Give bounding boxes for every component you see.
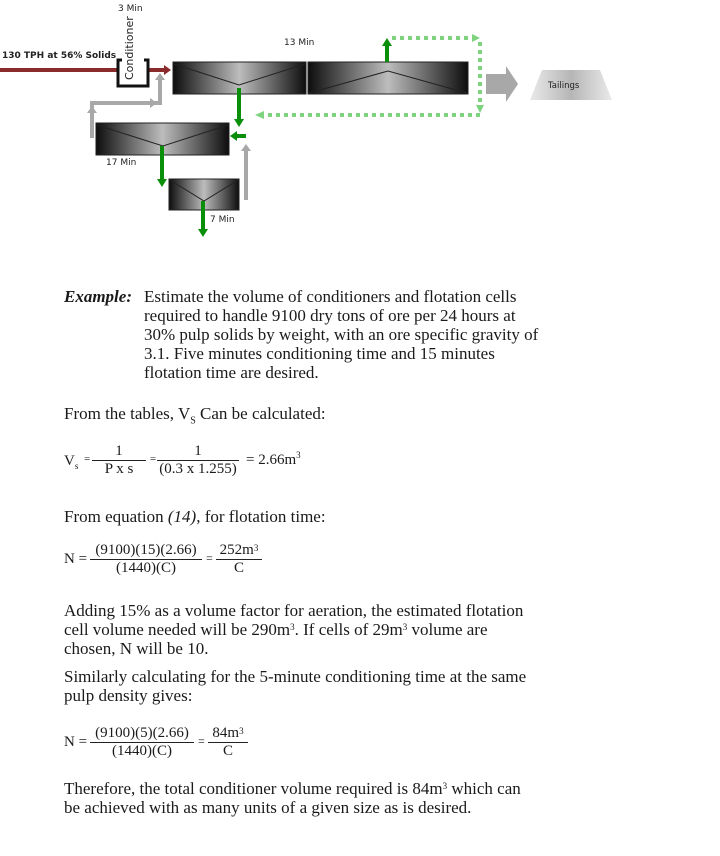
example-line: flotation time are desired.: [144, 363, 319, 382]
flot-lhs: N =: [64, 551, 88, 567]
aeration-line: [64, 620, 624, 639]
tailings-arrow: [486, 66, 518, 102]
conditioning-equation: [64, 725, 324, 765]
vs-frac1-num: 1: [92, 443, 146, 461]
similarly-line: Similarly calculating for the 5-minute conditioning time at the same: [64, 667, 527, 686]
cleaner-feed-left-arrow: [230, 131, 246, 141]
aeration-sup1: 3: [290, 622, 295, 632]
flot-res-sup: 3: [253, 543, 259, 553]
flotation-equation: [64, 542, 324, 582]
flot-intro-after: , for flotation time:: [196, 507, 326, 526]
conclusion-sup: 3: [442, 781, 448, 791]
similarly-paragraph: [64, 667, 624, 705]
vs-frac2-num: 1: [157, 443, 239, 461]
rougher-time-label: 13 Min: [284, 38, 315, 48]
cleaner1-time-label: 17 Min: [106, 158, 137, 168]
vs-eq2: =: [150, 453, 157, 465]
feed-label: 130 TPH at 56% Solids: [2, 51, 117, 61]
cond-den: (1440)(C): [112, 743, 172, 759]
example-text: [144, 287, 624, 382]
conditioner-label: Conditioner: [123, 16, 136, 80]
cond-lhs: N =: [64, 734, 88, 750]
flot-den: (1440)(C): [116, 560, 176, 576]
example-line: required to handle 9100 dry tons of ore per 24 hours at: [144, 306, 516, 325]
vs-lhs-sub: s: [74, 461, 79, 471]
vs-result-sup: 3: [296, 450, 301, 460]
flot-result-num: [216, 542, 262, 560]
vs-equation: [64, 445, 364, 485]
cleaner2-time-label: 7 Min: [210, 215, 235, 225]
flot-result-frac: [216, 542, 262, 577]
vs-lhs: [64, 453, 78, 471]
vs-intro-text: From the tables, V: [64, 404, 191, 423]
aeration-line: Adding 15% as a volume factor for aeration, the estimated flotation: [64, 601, 524, 620]
cond-result-frac: [208, 725, 248, 760]
aeration-sup2: 3: [402, 622, 408, 632]
aeration-line: chosen, N will be 10.: [64, 639, 209, 658]
cond-eq: =: [198, 734, 205, 748]
aeration-paragraph: [64, 601, 624, 658]
conclusion-text-b: which can: [447, 779, 521, 798]
tailings-label: Tailings: [548, 81, 580, 91]
gray-recycle-arrow-2: [241, 144, 251, 200]
flotation-intro: [64, 507, 624, 526]
conclusion-paragraph: [64, 779, 624, 817]
vs-intro: [64, 404, 624, 430]
aeration-text-c: volume are: [407, 620, 488, 639]
flot-res-num-text: 252m: [219, 542, 254, 558]
vs-intro-sub: S: [190, 415, 196, 427]
vs-lhs-v: V: [64, 453, 75, 469]
vs-frac2-den: (0.3 x 1.255): [159, 461, 237, 477]
concentrate-up-arrow: [382, 38, 392, 62]
vs-result: [246, 452, 301, 469]
vs-eq1: =: [84, 453, 91, 465]
vs-result-text: = 2.66m: [246, 452, 297, 468]
equation-reference: (14): [167, 507, 197, 526]
example-line: 3.1. Five minutes conditioning time and 15 minutes: [144, 344, 495, 363]
aeration-text-b: . If cells of 29m: [294, 620, 403, 639]
aeration-text-a: cell volume needed will be 290m: [64, 620, 291, 639]
flot-result-den: C: [233, 560, 244, 576]
conditioner-time-label: 3 Min: [118, 4, 143, 14]
cond-frac: [90, 725, 194, 760]
flotation-flowsheet-diagram: [0, 0, 720, 250]
flot-num: (9100)(15)(2.66): [90, 542, 202, 560]
example-label: Example:: [64, 287, 132, 306]
conclusion-line: be achieved with as many units of a given size as is desired.: [64, 798, 472, 817]
flot-eq: =: [206, 551, 213, 565]
conclusion-line: [64, 779, 624, 798]
vs-frac1-den: P x s: [104, 461, 134, 477]
cond-result-den: C: [222, 743, 233, 759]
similarly-line: pulp density gives:: [64, 686, 193, 705]
rougher-cell-2: [308, 62, 468, 94]
flot-frac: [90, 542, 202, 577]
flot-intro-before: From equation: [64, 507, 168, 526]
example-line: Estimate the volume of conditioners and flotation cells: [144, 287, 517, 306]
cond-res-num-text: 84m: [212, 725, 240, 741]
conclusion-text-a: Therefore, the total conditioner volume required is 84m: [64, 779, 443, 798]
vs-frac1: [92, 443, 146, 478]
vs-frac2: [157, 443, 239, 478]
vs-intro-after: Can be calculated:: [195, 404, 326, 423]
cond-res-sup: 3: [239, 726, 244, 736]
feed-arrow: [0, 65, 171, 75]
example-line: 30% pulp solids by weight, with an ore specific gravity of: [144, 325, 539, 344]
cond-result-num: [208, 725, 248, 743]
flowsheet-svg: [0, 0, 720, 250]
cond-num: (9100)(5)(2.66): [90, 725, 194, 743]
